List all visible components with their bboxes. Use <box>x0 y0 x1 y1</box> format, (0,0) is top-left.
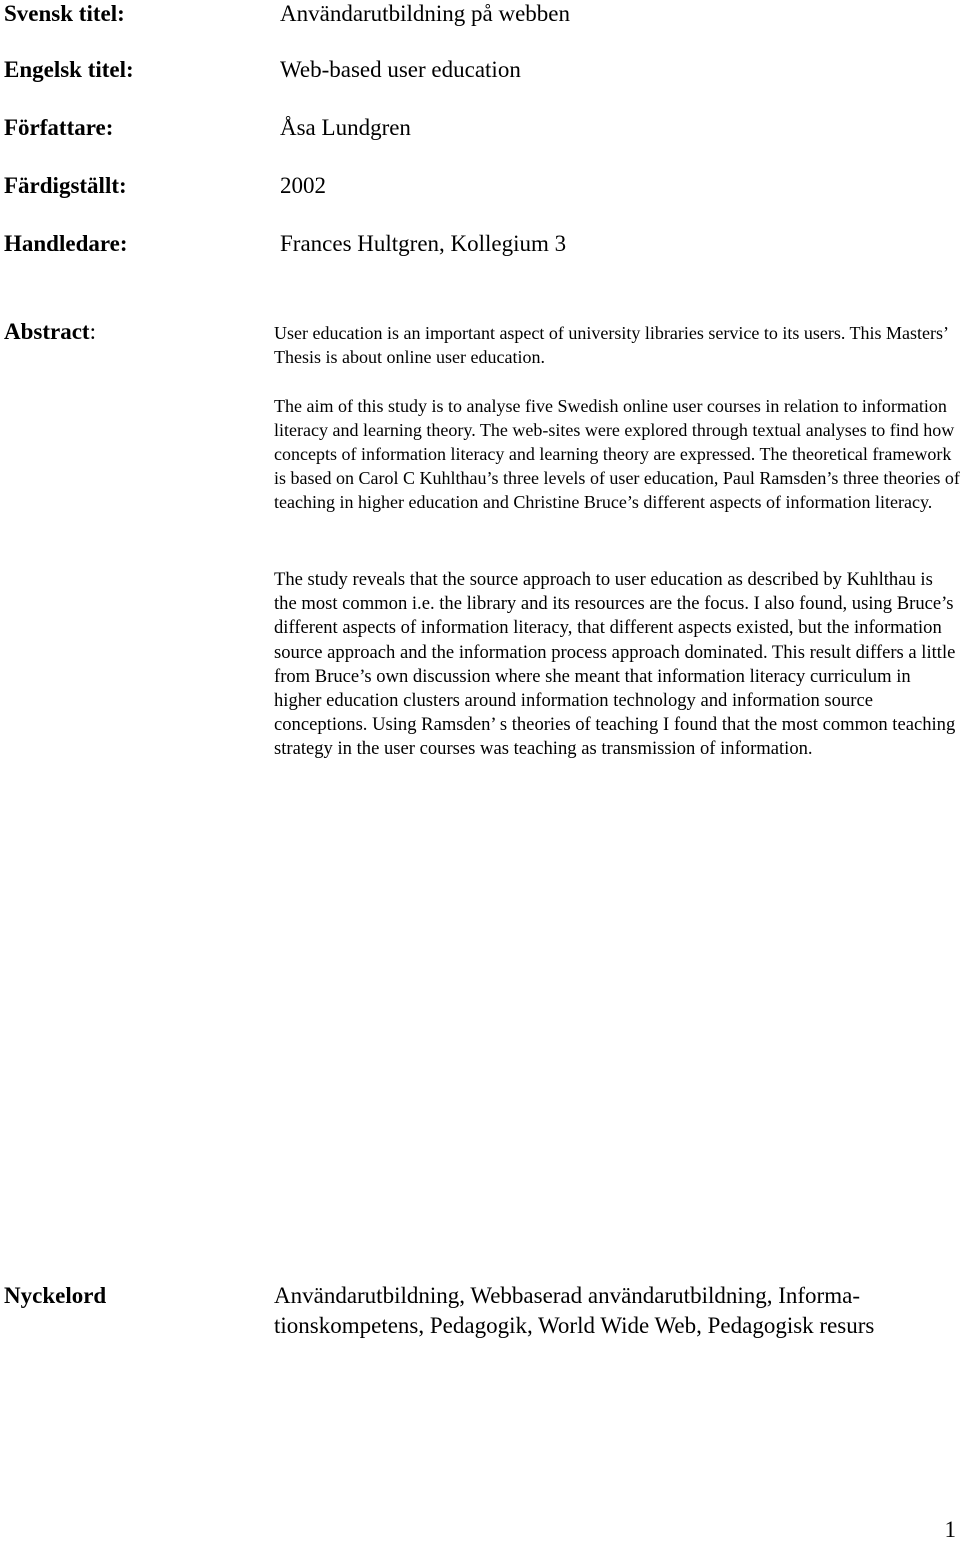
completed-label: Färdigställt: <box>4 173 127 198</box>
abstract-label-text: Abstract <box>4 319 90 344</box>
abstract-label <box>4 318 96 346</box>
english-title-value: Web-based user education <box>280 57 521 82</box>
abstract-paragraph: The aim of this study is to analyse five Swedish online user courses in relation to information literacy and learning theory. The web-sites were explored through textual analyses to find how concepts of information literacy and learning theory are expressed. The theoretical framework is based on Carol C Kuhlthau’s three levels of user education, Paul Ramsden’s three theories of teaching in higher education and Christine Bruce’s different aspects of information literacy. <box>274 396 960 512</box>
author-label: Författare: <box>4 115 114 140</box>
keywords-label: Nyckelord <box>4 1283 107 1308</box>
swedish-title-value: Användarutbildning på webben <box>280 1 570 26</box>
abstract-paragraph: User education is an important aspect of university libraries service to its users. This Masters’ Thesis is about online user education. <box>274 323 948 367</box>
keywords-value: Användarutbildning, Webbaserad användarutbildning, Informa-tionskompetens, Pedagogik, World Wide Web, Pedagogisk resurs <box>274 1283 875 1338</box>
abstract-label-colon: : <box>89 319 96 344</box>
abstract-paragraph: The study reveals that the source approach to user education as described by Kuhlthau is the most common i.e. the library and its resources are the focus. I also found, using Bruce’s different aspects of information literacy, that different aspects existed, but the information source approach and the information process approach dominated. This result differs a little from Bruce’s own discussion where she meant that information literacy curriculum in higher education clusters around information technology and information source conceptions. Using Ramsden’ s theories of teaching I found that the most common teaching strategy in the user courses was teaching as transmission of information. <box>274 569 956 760</box>
author-value: Åsa Lundgren <box>280 115 411 140</box>
supervisor-label: Handledare: <box>4 231 128 256</box>
swedish-title-label: Svensk titel: <box>4 1 125 26</box>
completed-value: 2002 <box>280 173 326 198</box>
supervisor-value: Frances Hultgren, Kollegium 3 <box>280 231 567 256</box>
english-title-label: Engelsk titel: <box>4 57 134 82</box>
page-number: 1 <box>944 1517 956 1542</box>
